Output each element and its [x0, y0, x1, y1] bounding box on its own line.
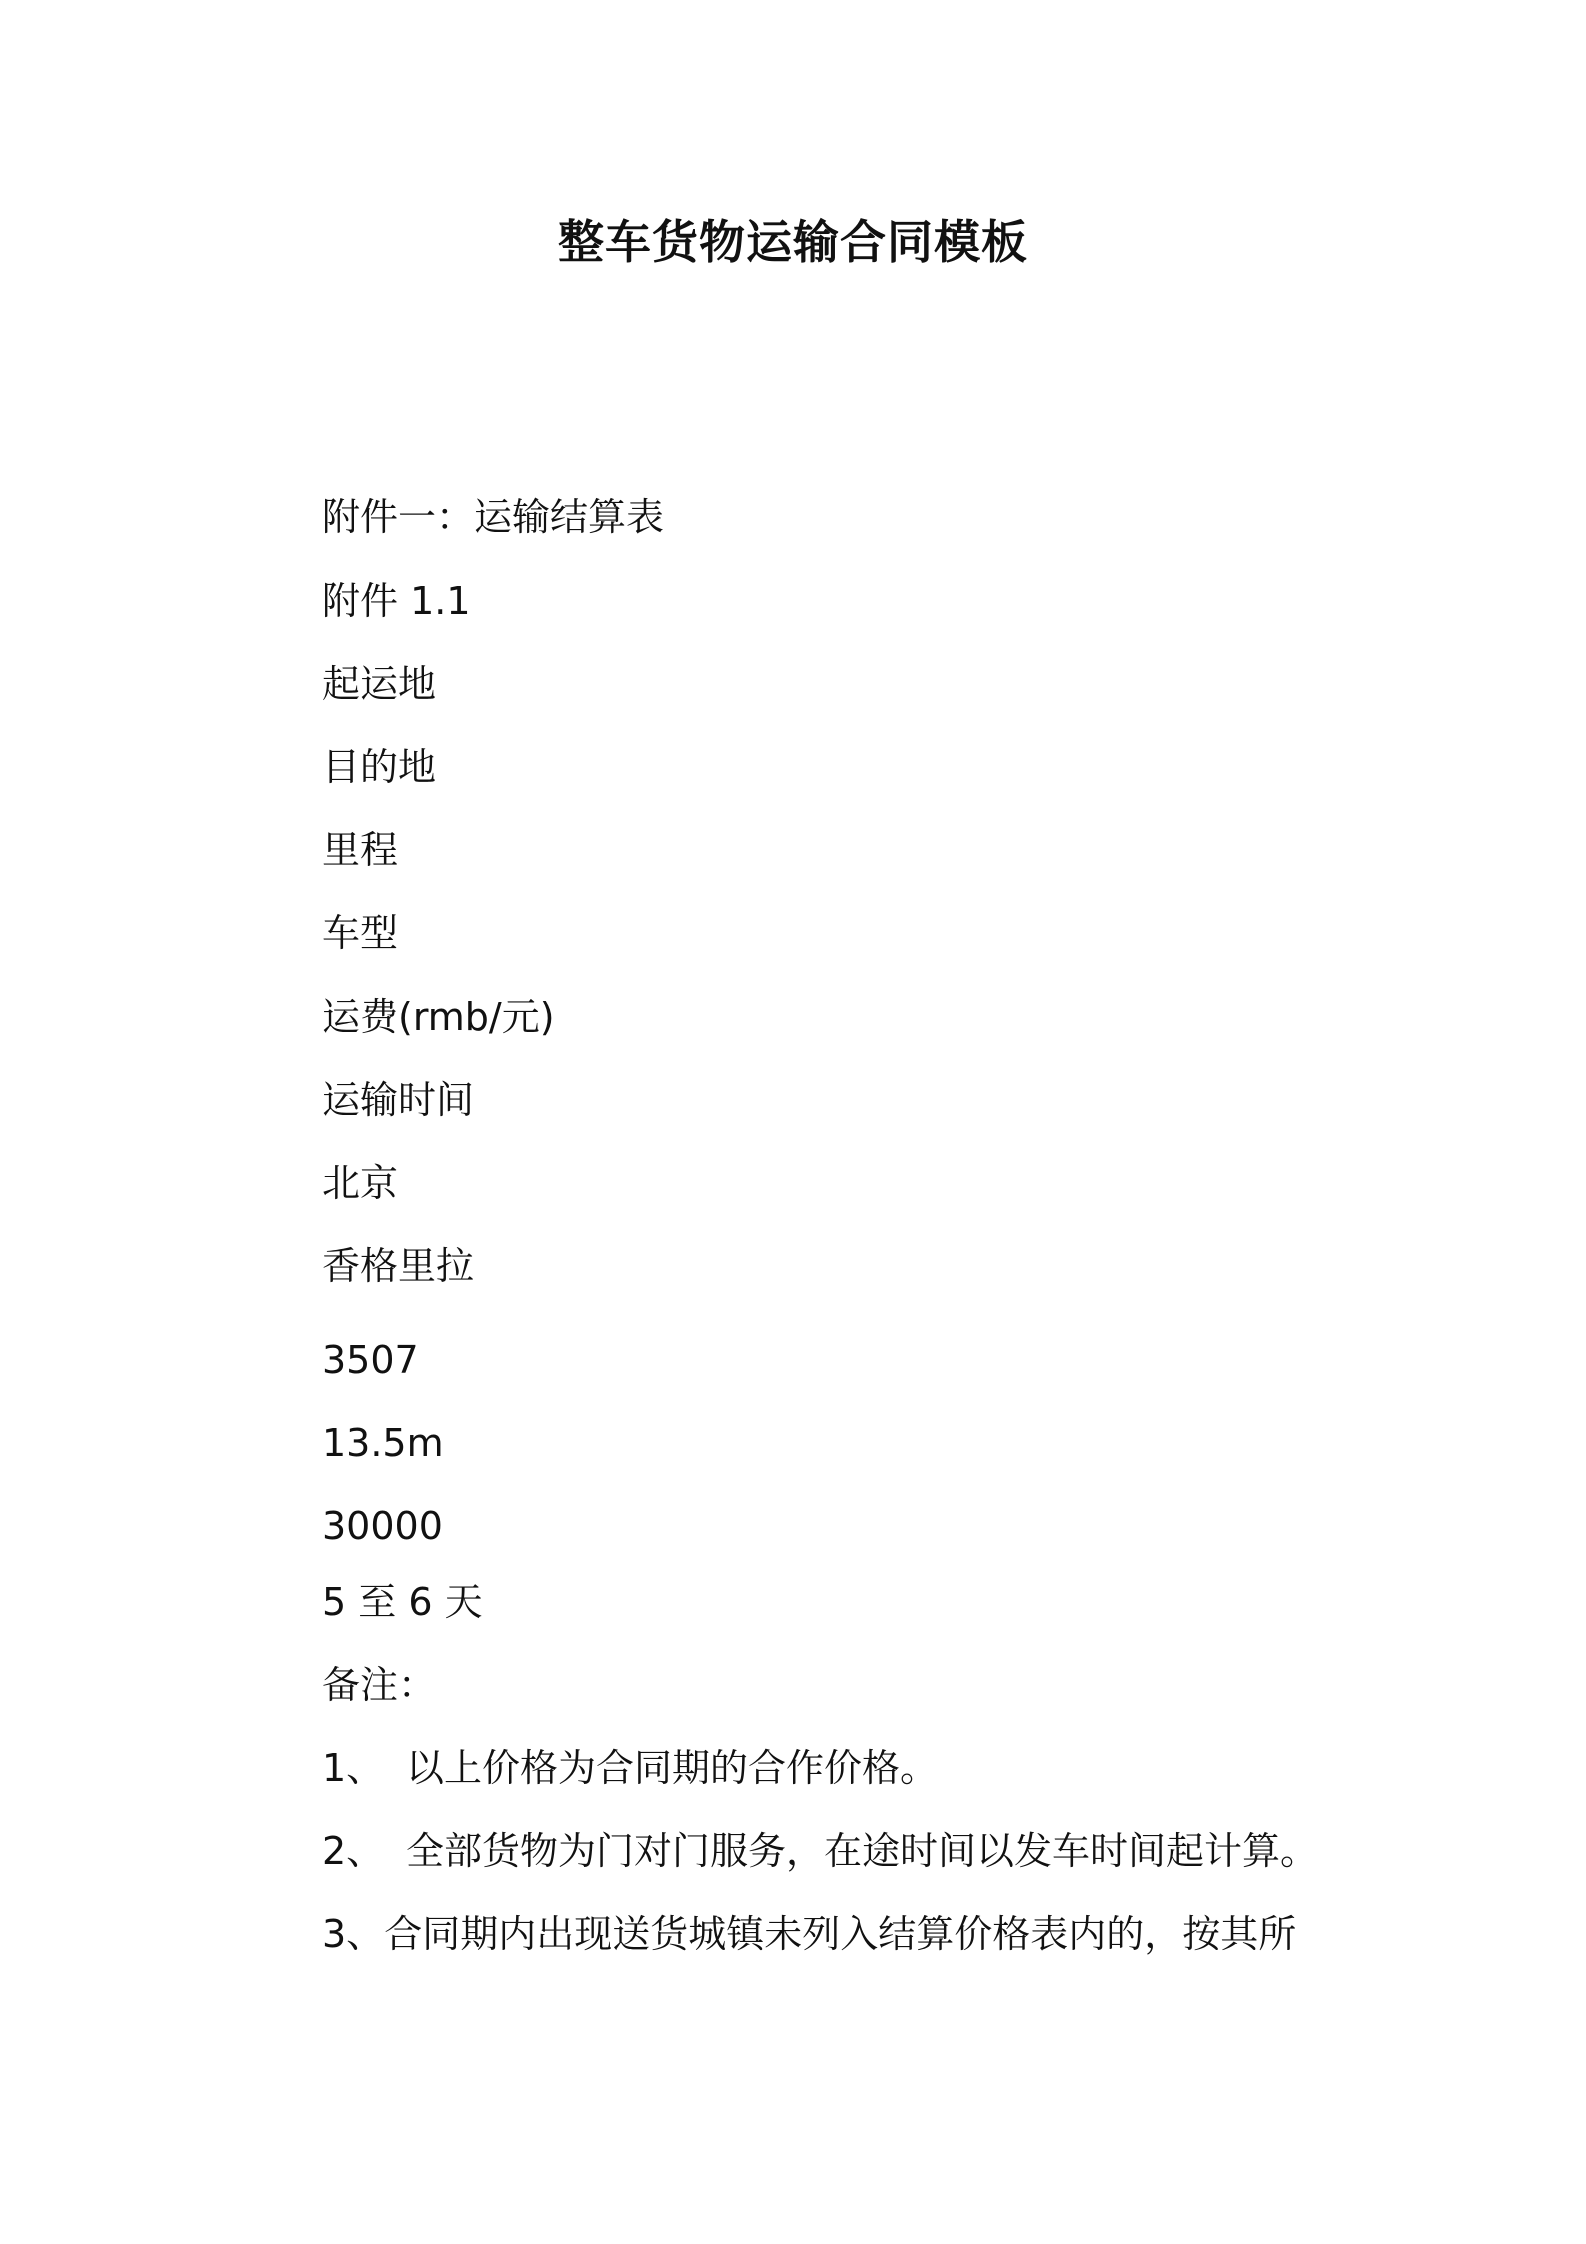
- attachment-heading: 附件一：运输结算表: [322, 495, 665, 539]
- field-destination-label: 目的地: [322, 745, 437, 789]
- remark-number: 1、: [322, 1746, 385, 1790]
- field-origin-label: 起运地: [322, 662, 437, 706]
- remark-number: 3、: [322, 1912, 385, 1956]
- remark-number: 2、: [322, 1829, 385, 1873]
- remark-text: 合同期内出现送货城镇未列入结算价格表内的，按其所: [384, 1912, 1297, 1956]
- field-freight-label: 运费(rmb/元): [322, 995, 555, 1039]
- value-freight: 30000: [322, 1504, 443, 1548]
- value-transit-time: 5 至 6 天: [322, 1580, 483, 1624]
- remark-text: 全部货物为门对门服务，在途时间以发车时间起计算。: [406, 1829, 1319, 1873]
- remark-text: 以上价格为合同期的合作价格。: [406, 1746, 939, 1790]
- value-vehicle-type: 13.5m: [322, 1421, 444, 1465]
- remark-item: [322, 1743, 938, 1793]
- remarks-heading: 备注：: [322, 1663, 437, 1707]
- field-transit-time-label: 运输时间: [322, 1078, 475, 1122]
- value-mileage: 3507: [322, 1338, 419, 1382]
- remark-item: [322, 1909, 1296, 1959]
- field-vehicle-type-label: 车型: [322, 911, 399, 955]
- value-origin: 北京: [322, 1161, 399, 1205]
- value-destination: 香格里拉: [322, 1244, 475, 1288]
- field-mileage-label: 里程: [322, 828, 399, 872]
- document-title: 整车货物运输合同模板: [558, 215, 1028, 269]
- attachment-subheading: 附件 1.1: [322, 579, 471, 623]
- remark-item: [322, 1826, 1318, 1876]
